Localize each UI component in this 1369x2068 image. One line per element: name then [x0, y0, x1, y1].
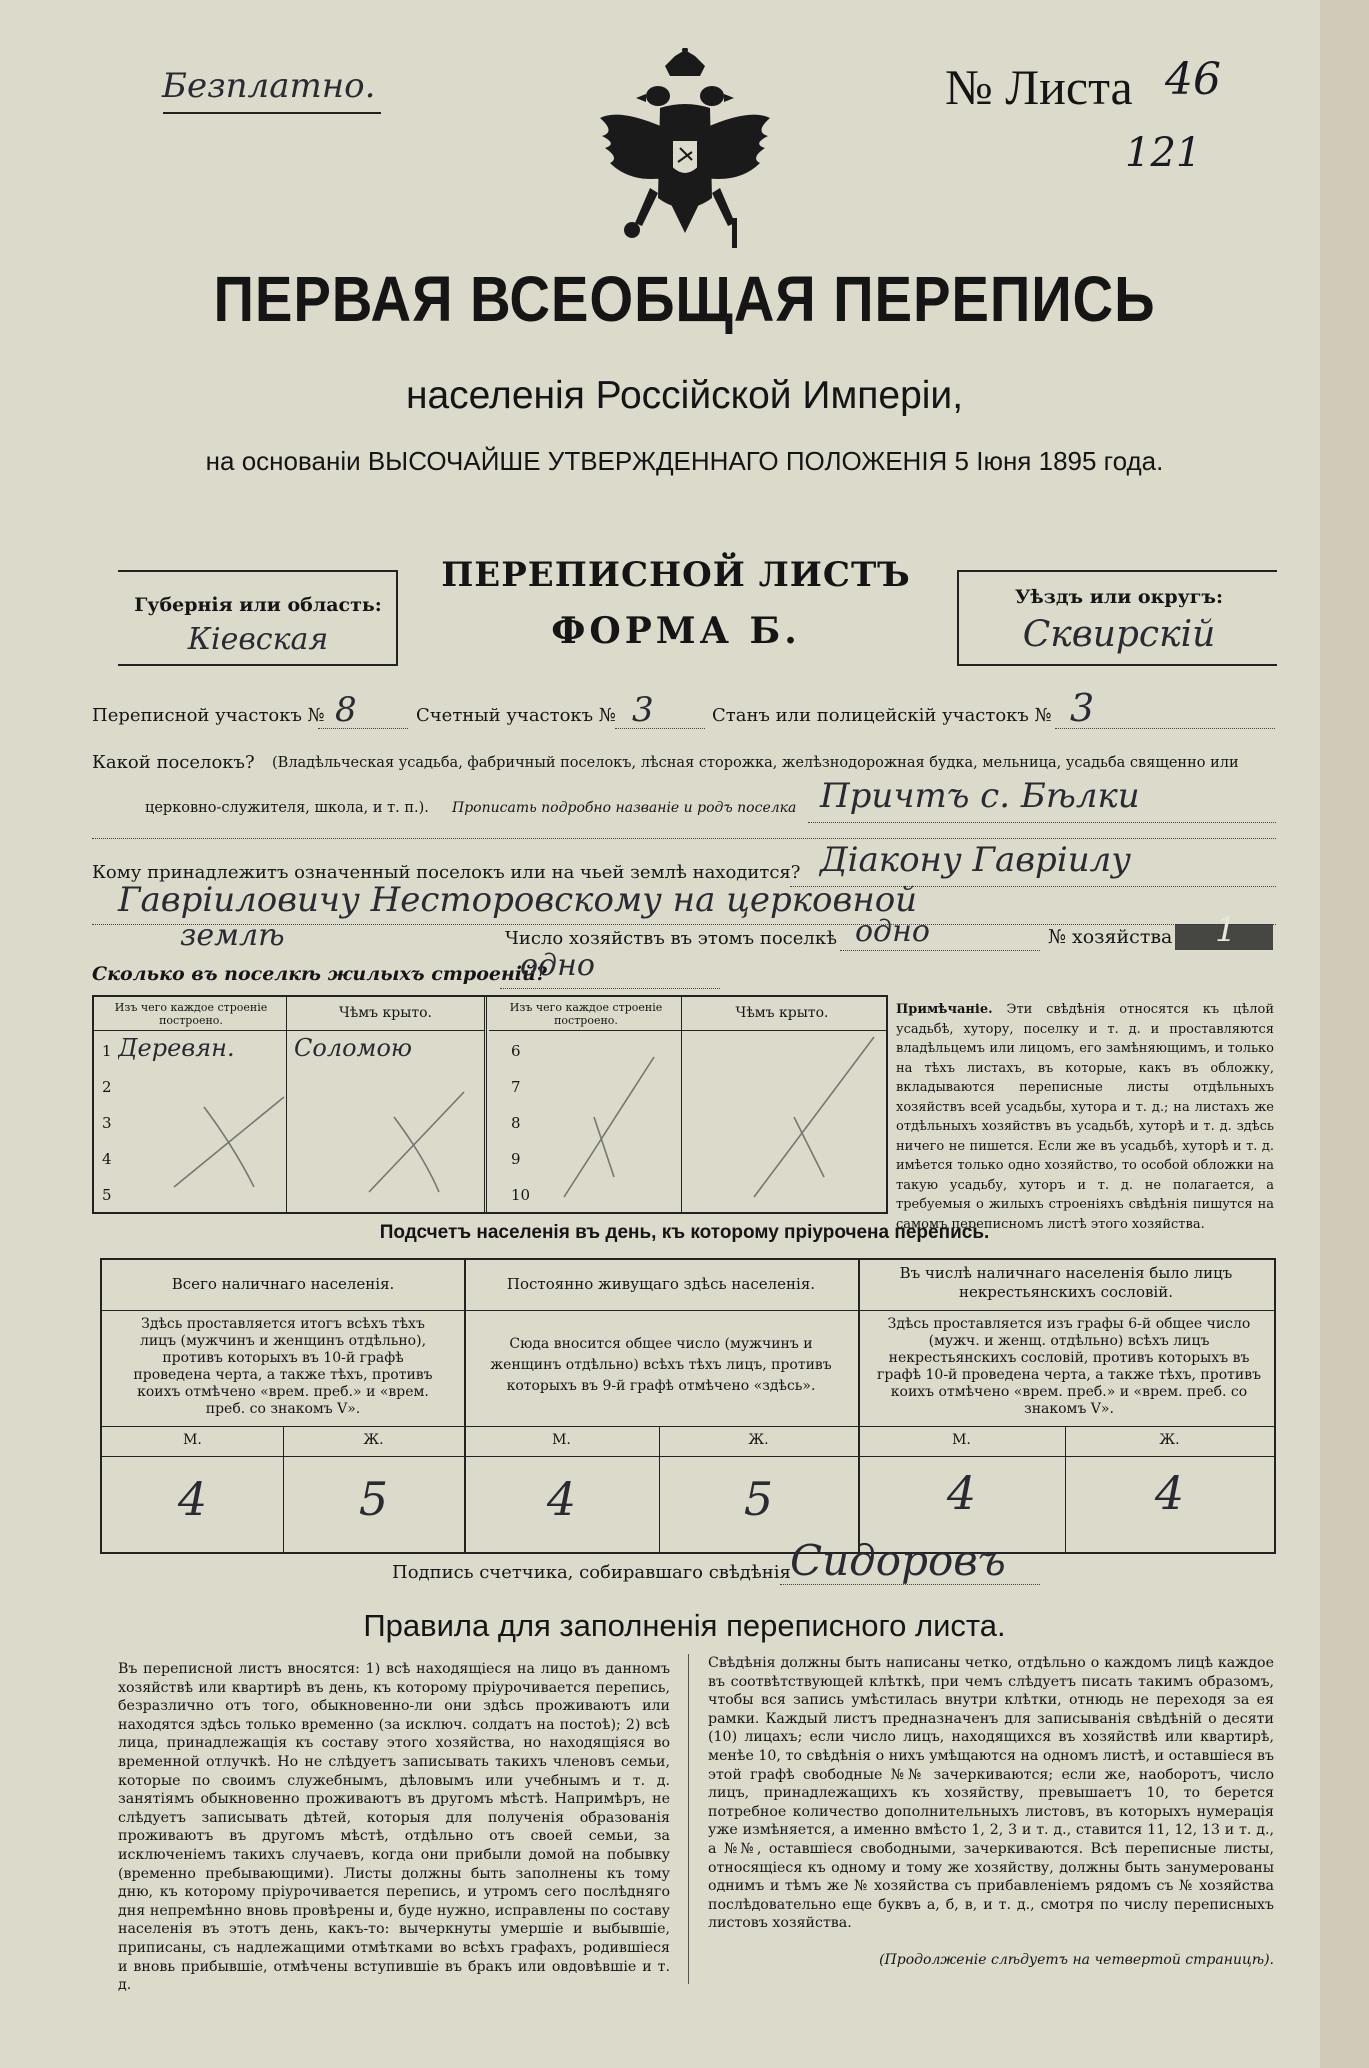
- count-district-value: 3: [632, 690, 654, 730]
- building-row-number: 7: [511, 1078, 521, 1096]
- perm-f-value: 5: [743, 1472, 774, 1526]
- households-line: [840, 950, 1040, 951]
- note-block: [896, 1000, 1274, 1234]
- nonpeasant-m-value: 4: [946, 1466, 977, 1520]
- material-header: Изъ чего каждое строеніе построено.: [114, 1001, 268, 1027]
- owner-value-2: Гавріиловичу Несторовскому на церковной: [118, 880, 918, 920]
- sheet-number-label: № Листа: [945, 59, 1133, 115]
- gubernia-box: [118, 570, 398, 666]
- rules-continued: (Продолженіе слѣдуетъ на четвертой страницѣ).: [879, 1952, 1274, 1968]
- sheet-number-value: 46: [1165, 54, 1221, 105]
- note-title: Примѣчаніе.: [896, 1002, 993, 1017]
- roof-header: Чѣмъ крыто.: [339, 1005, 432, 1021]
- material-header-right: Изъ чего каждое строеніе построено.: [509, 1001, 663, 1027]
- note-text: Эти свѣдѣнія относятся къ цѣлой усадьбѣ, хутору, поселку и т. д. и проставляются владѣльцемъ или лицомъ, его замѣняющимъ, и только на тѣхъ листахъ, въ которые, какъ въ обложку, вкладываются переписные листы отдѣльныхъ хозяйствъ всей усадьбы, хутора и т. д.; на листахъ же отдѣльныхъ хозяйствъ въ усадьбѣ, хуторѣ и т. д. здѣсь ничего не пишется. Если же въ усадьбѣ, хуторѣ и т. д. имѣется только одно хозяйство, то особой обложки на такую усадьбу, хуторъ и т. д. не полагается, а требуемыя о жилыхъ строеніяхъ свѣдѣнія пишутся на самомъ переписномъ листѣ этого хозяйства.: [896, 1002, 1274, 1232]
- households-value: одно: [855, 914, 930, 949]
- building-row-number: 8: [511, 1114, 521, 1132]
- gubernia-label: Губернія или область:: [134, 594, 382, 616]
- settlement-instruction: Прописать подробно названіе и родъ поселка: [452, 800, 797, 816]
- crossed-out-marks: [94, 997, 886, 1212]
- total-f-value: 5: [358, 1472, 389, 1526]
- nonpeasant-text: Здѣсь проставляется изъ графы 6-й общее число (мужч. и женщ. отдѣльно) всѣхъ лицъ некрестьянскихъ сословій, противъ которыхъ въ графѣ 10-й проведена черта, а также тѣхъ, противъ коихъ отмѣчено «врем. преб.» и «врем. преб. со знакомъ V».: [877, 1316, 1261, 1417]
- total-pop-title: Всего наличнаго населенія.: [171, 1275, 395, 1293]
- household-number-value: 1: [1215, 910, 1237, 950]
- owner-label: Кому принадлежитъ означенный поселокъ или на чьей землѣ находится?: [92, 862, 801, 883]
- rules-title: Правила для заполненія переписного листа.: [363, 1608, 1006, 1643]
- count-district-label: Счетный участокъ №: [416, 705, 616, 726]
- form-title: ПЕРЕПИСНОЙ ЛИСТЪ: [441, 555, 911, 595]
- pop-mf-divider: [102, 1426, 1274, 1427]
- building-row-number: 10: [511, 1186, 531, 1204]
- population-table: [100, 1258, 1276, 1554]
- uezd-box: [957, 570, 1277, 666]
- police-district-line: [1055, 728, 1275, 729]
- buildings-label: Сколько въ поселкѣ жилыхъ строеній?: [92, 963, 547, 985]
- sheet-number-value-2: 121: [1125, 130, 1202, 176]
- settlement-hint: (Владѣльческая усадьба, фабричный поселокъ, лѣсная сторожка, желѣзнодорожная будка, мельница, усадьба священно или: [272, 755, 1239, 771]
- buildings-table: [92, 995, 888, 1214]
- building-row-number: 1: [102, 1042, 112, 1060]
- perm-pop-title: Постоянно живущаго здѣсь населенія.: [506, 1275, 816, 1293]
- settlement-line-2: [92, 838, 1276, 839]
- settlement-line-1: [808, 822, 1276, 823]
- uezd-value: Сквирскій: [1022, 614, 1216, 655]
- population-heading: Подсчетъ населенія въ день, къ которому пріурочена перепись.: [379, 1222, 990, 1243]
- nonpeasant-f-value: 4: [1154, 1466, 1185, 1520]
- double-headed-eagle-icon: [580, 48, 790, 258]
- buildings-value: одно: [520, 948, 595, 983]
- census-district-value: 8: [335, 690, 357, 730]
- census-district-label: Переписной участокъ №: [92, 705, 325, 726]
- building-row-number: 5: [102, 1186, 112, 1204]
- households-label: Число хозяйствъ въ этомъ поселкѣ: [505, 928, 837, 949]
- page-subtitle: населенія Россійской Имперіи,: [405, 374, 964, 417]
- signature-value: Сидоровъ: [790, 1536, 1006, 1585]
- building-material: Деревян.: [118, 1034, 235, 1062]
- owner-value-1: Діакону Гавріилу: [820, 840, 1131, 880]
- perm-m-label: М.: [552, 1432, 571, 1448]
- uezd-label: Уѣздъ или округъ:: [1014, 586, 1224, 608]
- pop-title-divider: [102, 1310, 1274, 1311]
- page-title: ПЕРВАЯ ВСЕОБЩАЯ ПЕРЕПИСЬ: [213, 263, 1156, 335]
- nonpeasant-title: Въ числѣ наличнаго населенія было лицъ некрестьянскихъ сословій.: [899, 1264, 1233, 1301]
- rules-left-text: Въ переписной листъ вносятся: 1) всѣ находящіеся на лицо въ данномъ хозяйствѣ или квартирѣ въ день, къ которому пріурочивается перепись, безразлично отъ того, обыкновенно-ли они здѣсь проживаютъ или находятся здѣсь только временно (за исключ. солдатъ на постоѣ); 2) всѣ лица, принадлежащія къ составу этого хозяйства, но находящіяся во временной отлучкѣ. Но не слѣдуетъ записывать такихъ членовъ семьи, которые по своимъ служебнымъ, дѣловымъ или учебнымъ и т. д. занятіямъ обыкновенно проживаютъ въ другомъ мѣстѣ. Напримѣръ, не слѣдуетъ записывать дѣтей, которыя для полученія образованія проживаютъ въ другомъ мѣстѣ, отдѣльно отъ своей семьи, за исключеніемъ такихъ случаевъ, когда они прибыли домой на побывку (временно пребывающими). Листы должны быть заполнены къ тому дню, къ которому пріурочивается перепись, и утромъ сего послѣдняго дня непремѣнно вновь провѣрены и, буде нужно, исправлены по составу населенія въ этотъ день, какъ-то: вычеркнуты умершіе и выбывшіе, приписаны, съ надлежащими отмѣтками во всѣхъ графахъ, родившіеся и вновь прибывшіе, отмѣчены вступившіе въ бракъ или овдовѣвшіе и т. д.: [118, 1661, 670, 1994]
- roof-header-right: Чѣмъ крыто.: [735, 1005, 829, 1021]
- building-row-number: 2: [102, 1078, 112, 1096]
- total-f-label: Ж.: [363, 1432, 384, 1448]
- bleed-through-text: [740, 105, 1300, 225]
- free-underline: [163, 112, 381, 114]
- nonpeasant-m-label: М.: [952, 1432, 971, 1448]
- signature-label: Подпись счетчика, собиравшаго свѣдѣнія: [392, 1562, 791, 1583]
- signature-line: [780, 1584, 1040, 1585]
- count-district-line: [615, 728, 705, 729]
- household-number-label: № хозяйства: [1048, 926, 1173, 948]
- building-row-number: 9: [511, 1150, 521, 1168]
- perm-f-label: Ж.: [748, 1432, 769, 1448]
- owner-value-3: землѣ: [180, 918, 285, 953]
- police-district-label: Станъ или полицейскій участокъ №: [712, 705, 1052, 726]
- free-label: Безплатно.: [162, 66, 376, 106]
- census-district-line: [318, 728, 408, 729]
- nonpeasant-f-label: Ж.: [1159, 1432, 1180, 1448]
- total-m-value: 4: [177, 1472, 208, 1526]
- perm-pop-text: Сюда вносится общее число (мужчинъ и женщинъ отдѣльно) всѣхъ тѣхъ лицъ, противъ которыхъ въ 9-й графѣ отмѣчено «здѣсь».: [490, 1336, 832, 1394]
- police-district-value: 3: [1070, 686, 1095, 730]
- form-subtitle: ФОРМА Б.: [551, 610, 801, 652]
- legal-basis: на основаніи ВЫСОЧАЙШЕ УТВЕРЖДЕННАГО ПОЛОЖЕНІЯ 5 Іюня 1895 года.: [205, 446, 1164, 476]
- rules-divider: [688, 1654, 689, 1984]
- total-pop-text: Здѣсь проставляется итогъ всѣхъ тѣхъ лицъ (мужчинъ и женщинъ отдѣльно), противъ которыхъ въ 10-й графѣ проведена черта, а также тѣхъ, противъ коихъ отмѣчено «врем. преб.» и «врем. преб. со знакомъ V».: [133, 1316, 433, 1417]
- settlement-label: Какой поселокъ?: [92, 752, 255, 773]
- settlement-hint-2: церковно-служителя, школа, и т. п.).: [145, 800, 429, 816]
- settlement-value: Причтъ с. Бѣлки: [820, 776, 1140, 816]
- pop-values-divider: [102, 1456, 1274, 1457]
- building-row-number: 6: [511, 1042, 521, 1060]
- total-m-label: М.: [183, 1432, 202, 1448]
- building-row-number: 4: [102, 1150, 112, 1168]
- page-edge: [1320, 0, 1369, 2068]
- buildings-line: [500, 988, 720, 989]
- rules-right-text: Свѣдѣнія должны быть написаны четко, отдѣльно о каждомъ лицѣ каждое въ соотвѣтствующей клѣткѣ, при чемъ слѣдуетъ писать такимъ образомъ, чтобы вся запись умѣстилась внутри клѣтки, отнюдь не переходя за ея рамки. Каждый листъ предназначенъ для записыванія свѣдѣній о десяти (10) лицахъ; если число лицъ, находящихся въ хозяйствѣ или квартирѣ, менѣе 10, то свѣдѣнія о нихъ умѣщаются на одномъ листѣ, и оставшіеся въ этой графѣ свободные №№ зачеркиваются; если же, наоборотъ, число лицъ, принадлежащихъ къ хозяйству, превышаетъ 10, то берется потребное количество дополнительныхъ листовъ, въ которыхъ нумерація уже измѣняется, а именно вмѣсто 1, 2, 3 и т. д., ставится 11, 12, 13 и т. д., а №№, оставшіеся свободными, зачеркиваются. Всѣ переписные листы, относящіеся къ одному и тому же хозяйству, должны быть занумерованы однимъ и тѣмъ же № хозяйства съ прибавленіемъ рядомъ съ № хозяйства послѣдовательно еще буквъ а, б, в, и т. д., смотря по числу переписныхъ листовъ хозяйства.: [708, 1655, 1274, 1932]
- perm-m-value: 4: [546, 1472, 577, 1526]
- building-roof: Соломою: [294, 1034, 413, 1062]
- gubernia-value: Кіевская: [187, 622, 329, 657]
- building-row-number: 3: [102, 1114, 112, 1132]
